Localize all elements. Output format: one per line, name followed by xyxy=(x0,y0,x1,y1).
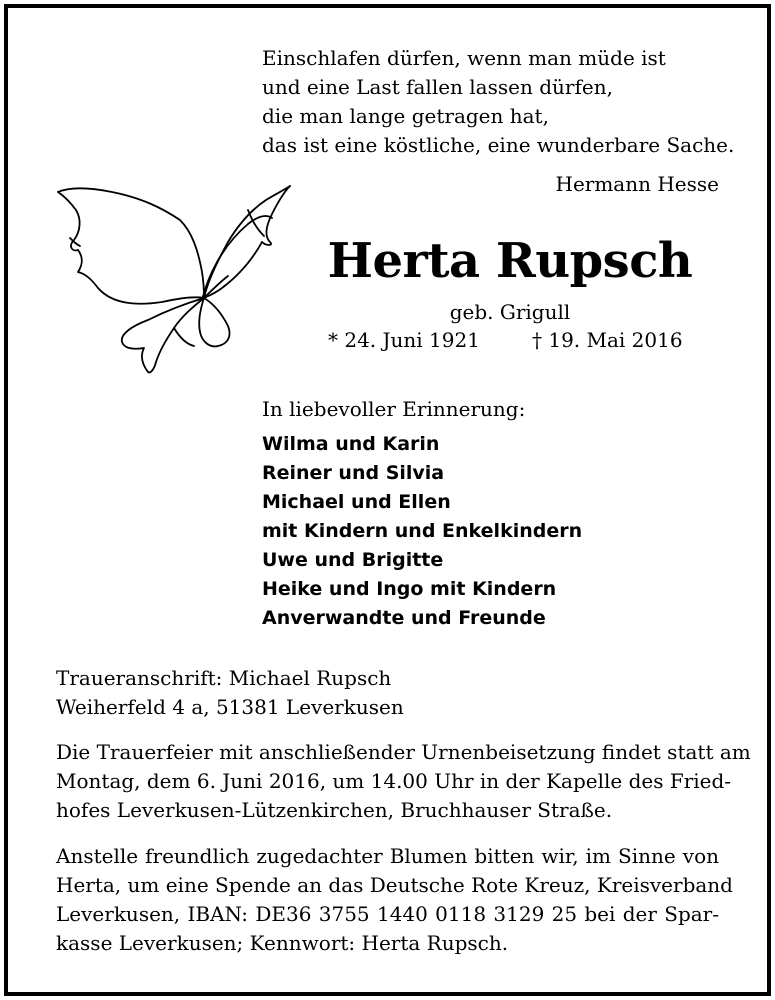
mourner-entry: Michael und Ellen xyxy=(262,491,451,513)
birth-date: * 24. Juni 1921 xyxy=(328,328,480,352)
mourning-address xyxy=(56,664,404,722)
poem-line: das ist eine köstliche, eine wunderbare Sache. xyxy=(262,133,735,157)
poem-author: Hermann Hesse xyxy=(555,172,719,196)
butterfly-icon xyxy=(52,180,302,380)
mourner-entry: Anverwandte und Freunde xyxy=(262,607,546,629)
address-contact: Traueranschrift: Michael Rupsch xyxy=(56,666,392,690)
poem-line: die man lange getragen hat, xyxy=(262,104,549,128)
address-street: Weiherfeld 4 a, 51381 Leverkusen xyxy=(56,695,404,719)
donation-line: kasse Leverkusen; Kennwort: Herta Rupsch. xyxy=(56,931,509,955)
poem-line: und eine Last fallen lassen dürfen, xyxy=(262,75,613,99)
mourners-list xyxy=(262,430,582,633)
maiden-name: geb. Grigull xyxy=(449,300,571,324)
donation-line: Anstelle freundlich zugedachter Blumen bitten wir, im Sinne von xyxy=(56,844,719,868)
death-date: † 19. Mai 2016 xyxy=(532,328,683,352)
mourner-entry: Uwe und Brigitte xyxy=(262,549,444,571)
donation-line: Herta, um eine Spende an das Deutsche Rote Kreuz, Kreisverband xyxy=(56,873,733,897)
ceremony-paragraph xyxy=(56,738,751,825)
poem-line: Einschlafen dürfen, wenn man müde ist xyxy=(262,46,666,70)
ceremony-line: hofes Leverkusen-Lützenkirchen, Bruchhauser Straße. xyxy=(56,798,613,822)
donation-paragraph xyxy=(56,842,733,958)
mourner-entry: Reiner und Silvia xyxy=(262,462,445,484)
mourner-entry: mit Kindern und Enkelkindern xyxy=(262,520,583,542)
poem xyxy=(262,44,735,160)
donation-line: Leverkusen, IBAN: DE36 3755 1440 0118 3129 25 bei der Spar- xyxy=(56,902,719,926)
ceremony-line: Montag, dem 6. Juni 2016, um 14.00 Uhr in der Kapelle des Fried- xyxy=(56,769,732,793)
mourner-entry: Heike und Ingo mit Kindern xyxy=(262,578,557,600)
deceased-name: Herta Rupsch xyxy=(327,233,693,289)
ceremony-line: Die Trauerfeier mit anschließender Urnenbeisetzung findet statt am xyxy=(56,740,751,764)
life-dates xyxy=(328,326,683,354)
mourner-entry: Wilma und Karin xyxy=(262,433,440,455)
memory-intro: In liebevoller Erinnerung: xyxy=(262,397,526,421)
